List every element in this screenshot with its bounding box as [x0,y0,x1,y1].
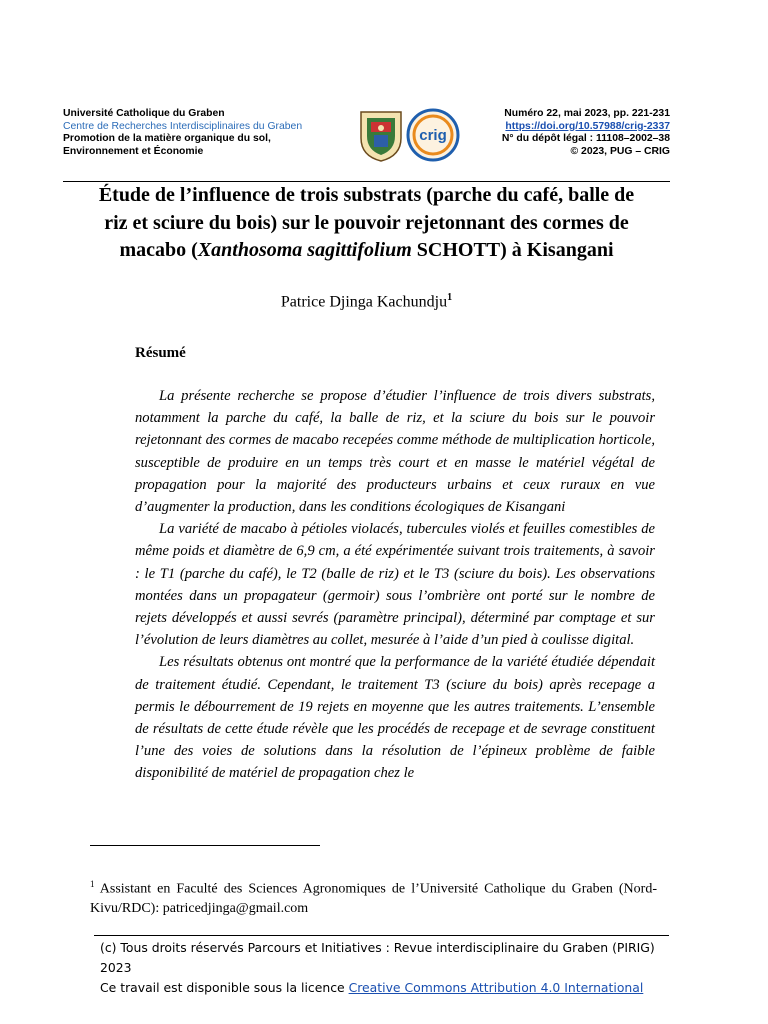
legal-deposit: N° du dépôt légal : 11108–2002–38 [501,133,670,145]
article-title [63,182,670,265]
title-line-3-pre: macabo ( [119,239,198,261]
footnote [90,875,657,918]
journal-header [63,108,670,178]
footnote-mark: 1 [90,879,95,889]
crig-logo [408,110,458,160]
abstract-paragraph-3: Les résultats obtenus ont montré que la performance de la variété étudiée dépendait de traitement étudié. Cependant, le traitement T3 (sciure du bois) après recepage a permis le débourrement de 19 rejets en moyenne que les autres traitements. L’ensemble de résultats de cette étude révèle que les procédés de recepage et de sevrage constituent l’une des voies de solutions dans la résolution de l’épineux problème de faible disponibilité de matériel de propagation chez le [135,654,655,782]
topic-line-1: Promotion de la matière organique du sol, [63,133,271,145]
footnote-text: Assistant en Faculté des Sciences Agronomiques de l’Université Catholique du Graben (Nord-Kivu/RDC): patricedjinga@gmail.com [90,881,657,916]
title-line-1: Étude de l’influence de trois substrats (parche du café, balle de [98,184,635,206]
copyright-line: © 2023, PUG – CRIG [570,145,670,157]
license-notice [94,935,669,995]
species-name: Xanthosoma sagittifolium [197,239,412,261]
institution-logos [359,108,463,162]
issue-info: Numéro 22, mai 2023, pp. 221-231 [504,108,670,119]
author-name: Patrice Djinga Kachundju [280,293,448,311]
abstract-heading: Résumé [135,345,186,361]
ucg-crest-logo [361,112,401,161]
institution-block [63,108,302,158]
topic-line-2: Environnement et Économie [63,145,204,157]
abstract-paragraph-2: La variété de macabo à pétioles violacés, tubercules violés et feuilles comestibles de même poids et diamètre de 6,9 cm, a été expérimentée suivant trois traitements, à savoir : le T1 (parche du café), le T2 (balle de riz) et le T3 (sciure du bois). Les observations montées dans un propagateur (germoir) sous l’ombrière ont porté sur le nombre de rejets développés et aussi sevrés (paramètre principal), déterminé par comptage et sur l’évolution de leurs diamètres au collet, mesurée à l’aide d’un pied à coulisse digital. [135,521,655,649]
abstract-paragraph-1: La présente recherche se propose d’étudier l’influence de trois divers substrats, notamment la parche du café, la balle de riz, et la sciure du bois sur le pouvoir rejetonnant des cormes de macabo recepées comme méthode de multiplication horticole, susceptible de produire en un temps très court et en masse le matériel végétal de propagation pour la majorité des producteurs urbains et ceux ruraux en vue d’augmenter la production, dans les conditions écologiques de Kisangani [135,388,655,516]
title-line-3-post: SCHOTT) à Kisangani [411,239,614,261]
abstract-body [135,385,655,785]
author-line [63,288,670,312]
title-line-3 [63,237,670,265]
footnote-rule [90,845,320,846]
license-link[interactable]: Creative Commons Attribution 4.0 International [348,980,644,995]
title-line-2: riz et sciure du bois) sur le pouvoir rejetonnant des cormes de [104,211,629,234]
license-text: Ce travail est disponible sous la licence [100,980,349,995]
license-line-2 [100,978,669,998]
university-name: Université Catholique du Graben [63,108,225,119]
publication-info [502,108,670,158]
centre-name: Centre de Recherches Interdisciplinaires du Graben [63,120,303,132]
license-line-1: (c) Tous droits réservés Parcours et Initiatives : Revue interdisciplinaire du Graben (PIRIG) 2023 [100,940,655,975]
crig-logo-text: crig [419,127,447,144]
doi-link[interactable]: https://doi.org/10.57988/crig-2337 [505,120,670,132]
author-footnote-mark[interactable]: 1 [447,292,453,303]
